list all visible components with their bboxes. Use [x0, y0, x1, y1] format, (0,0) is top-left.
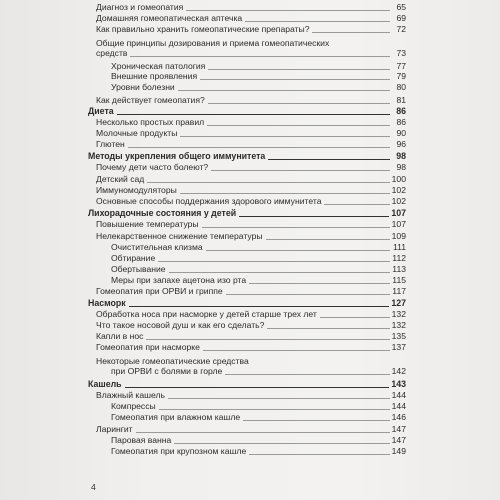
toc-leader-line: [200, 79, 390, 80]
toc-page-number: 117: [392, 286, 406, 296]
toc-entry: [88, 309, 406, 320]
toc-page-number: 147: [391, 424, 406, 434]
toc-page-number: 147: [391, 435, 406, 445]
toc-leader-line: [268, 159, 390, 160]
toc-entry-title: Некоторые гомеопатические средства: [96, 356, 249, 366]
toc-entry-title: Гомеопатия при влажном кашле: [111, 412, 241, 422]
toc-leader-line: [208, 103, 390, 104]
toc-entry-title: Диагноз и гомеопатия: [96, 2, 184, 12]
toc-entry: [88, 2, 406, 13]
toc-entry-title: Насморк: [88, 298, 126, 308]
toc-entry-title: Кашель: [88, 379, 122, 389]
toc-entry: [88, 366, 406, 377]
toc-entry-title: Основные способы поддержания здорового иммунитета: [96, 196, 322, 206]
toc-entry-title: Домашняя гомеопатическая аптечка: [96, 13, 243, 23]
toc-leader-line: [208, 69, 390, 70]
toc-entry-title: Хроническая патология: [111, 61, 206, 71]
toc-page-number: 132: [391, 320, 406, 330]
toc-page-number: 65: [396, 2, 406, 12]
toc-entry: [88, 424, 406, 435]
toc-entry-title: Детский сад: [96, 174, 145, 184]
toc-leader-line: [239, 216, 389, 217]
toc-leader-line: [245, 21, 390, 22]
toc-leader-line: [174, 443, 389, 444]
toc-page-number: 73: [396, 48, 406, 58]
toc-leader-line: [159, 409, 390, 410]
toc-page-number: 100: [391, 174, 406, 184]
toc-leader-line: [225, 374, 389, 375]
toc-leader-line: [206, 250, 390, 251]
toc-leader-line: [147, 182, 389, 183]
toc-entry-title: Паровая ванна: [111, 435, 172, 445]
toc-leader-line: [320, 317, 390, 318]
toc-page-number: 72: [396, 24, 406, 34]
toc-entry: [88, 185, 406, 196]
toc-page-number: 109: [391, 231, 406, 241]
toc-entry-title: Нелекарственное снижение температуры: [96, 231, 263, 241]
toc-page-number: 146: [391, 412, 406, 422]
toc-entry-title: Диета: [88, 106, 114, 116]
toc-entry-title: Как правильно хранить гомеопатические препараты?: [96, 24, 310, 34]
toc-leader-line: [266, 239, 390, 240]
toc-page-number: 112: [392, 253, 406, 263]
toc-chapter: [88, 106, 406, 117]
toc-entry: [88, 320, 406, 331]
page-number: 4: [91, 482, 96, 492]
toc-entry: [88, 128, 406, 139]
toc-entry: [88, 174, 406, 185]
toc-leader-line: [180, 193, 390, 194]
toc-page-number: 102: [391, 196, 406, 206]
toc-entry: [88, 435, 406, 446]
toc-page-number: 90: [396, 128, 406, 138]
toc-entry-title: Что такое носовой душ и как его сделать?: [96, 320, 265, 330]
toc-entry: [88, 342, 406, 353]
toc-page-number: 127: [391, 298, 406, 308]
toc-entry-title: Влажный кашель: [96, 390, 165, 400]
toc-entry: [88, 390, 406, 401]
toc-entry: [88, 242, 406, 253]
toc-page-number: 142: [391, 366, 406, 376]
toc-entry-title: Гомеопатия при насморке: [96, 342, 200, 352]
toc-entry: [88, 48, 406, 59]
toc-entry: [88, 264, 406, 275]
toc-entry-title: Лихорадочные состояния у детей: [88, 208, 237, 218]
toc-entry-title: Общие принципы дозирования и приема гомеопатических: [96, 38, 330, 48]
toc-chapter: [88, 298, 406, 309]
toc-entry-title: Несколько простых правил: [96, 117, 205, 127]
toc-leader-line: [203, 350, 390, 351]
toc-leader-line: [178, 90, 390, 91]
toc-page-number: 132: [391, 309, 406, 319]
toc-leader-line: [136, 432, 390, 433]
toc-entry: [88, 219, 406, 230]
toc-leader-line: [169, 272, 390, 273]
toc-entry: [88, 13, 406, 24]
toc-entry: [88, 401, 406, 412]
toc-page-number: 144: [391, 401, 406, 411]
toc-entry-title: Гомеопатия при ОРВИ и гриппе: [96, 286, 223, 296]
toc-page-number: 107: [391, 219, 406, 229]
toc-leader-line: [117, 114, 390, 115]
toc-page-number: 102: [391, 185, 406, 195]
toc-entry: [88, 275, 406, 286]
toc-page-number: 135: [391, 331, 406, 341]
toc-entry-title: Ларингит: [96, 424, 133, 434]
toc-entry-title: Уровни болезни: [111, 82, 175, 92]
toc-page-number: 107: [391, 208, 406, 218]
toc-leader-line: [243, 420, 390, 421]
toc-page-number: 86: [396, 117, 406, 127]
toc-entry-title: Обертывание: [111, 264, 166, 274]
toc-entry-title: Очистительная клизма: [111, 242, 203, 252]
toc-chapter: [88, 379, 406, 390]
toc-entry-title: Обтирание: [111, 253, 156, 263]
toc-page-number: 113: [392, 264, 406, 274]
toc-entry: [88, 82, 406, 93]
toc-leader-line: [128, 147, 390, 148]
toc-leader-line: [226, 294, 390, 295]
toc-entry: [88, 139, 406, 150]
toc-leader-line: [324, 204, 389, 205]
toc-entry-title: Молочные продукты: [96, 128, 178, 138]
toc-chapter: [88, 208, 406, 219]
toc-entry: [88, 117, 406, 128]
toc-page-number: 80: [396, 82, 406, 92]
toc-page-number: 144: [391, 390, 406, 400]
toc-entry-title: Внешние проявления: [111, 71, 198, 81]
toc-chapter: [88, 151, 406, 162]
toc-entry-title: Повышение температуры: [96, 219, 199, 229]
toc-entry-title: средств: [96, 48, 128, 58]
toc-entry-title: Как действует гомеопатия?: [96, 95, 205, 105]
toc-entry-title: Меры при запахе ацетона изо рта: [111, 275, 247, 285]
toc-page-number: 79: [396, 71, 406, 81]
toc-entry-title: Гомеопатия при крупозном кашле: [111, 446, 247, 456]
toc-page-number: 111: [392, 242, 406, 252]
toc-leader-line: [129, 306, 390, 307]
toc-entry: [88, 286, 406, 297]
toc-page-number: 69: [396, 13, 406, 23]
toc-page-number: 81: [396, 95, 406, 105]
toc-page-number: 96: [396, 139, 406, 149]
toc-page-number: 137: [391, 342, 406, 352]
toc-entry: [88, 24, 406, 35]
toc-leader-line: [146, 339, 389, 340]
toc-entry-title: Капли в нос: [96, 331, 144, 341]
toc-leader-line: [211, 170, 390, 171]
toc-leader-line: [158, 261, 390, 262]
toc-entry-title: Компрессы: [111, 401, 156, 411]
toc-entry: [88, 446, 406, 457]
toc-entry-title: Почему дети часто болеют?: [96, 162, 209, 172]
toc-page-number: 98: [396, 151, 406, 161]
toc-page-number: 115: [392, 275, 406, 285]
toc-entry: [88, 231, 406, 242]
toc-entry: [88, 196, 406, 207]
toc-leader-line: [186, 10, 390, 11]
toc-entry-title: Иммуномодуляторы: [96, 185, 177, 195]
toc-entry: [88, 253, 406, 264]
toc-entry: [88, 71, 406, 82]
toc-leader-line: [202, 227, 390, 228]
toc-leader-line: [207, 125, 390, 126]
toc-entry: [88, 95, 406, 106]
toc-page-number: 98: [396, 162, 406, 172]
toc-leader-line: [180, 136, 390, 137]
toc-page-number: 143: [391, 379, 406, 389]
toc-leader-line: [249, 283, 390, 284]
toc-entry-title: Обработка носа при насморке у детей старше трех лет: [96, 309, 317, 319]
toc-page-number: 149: [391, 446, 406, 456]
toc-leader-line: [125, 387, 390, 388]
toc-entry: [88, 412, 406, 423]
toc-entry-title: Методы укрепления общего иммунитета: [88, 151, 266, 161]
toc-leader-line: [312, 32, 390, 33]
toc-leader-line: [130, 56, 390, 57]
toc-leader-line: [168, 398, 390, 399]
toc-entry-title: Глютен: [96, 139, 125, 149]
toc-entry: [88, 331, 406, 342]
toc-page-number: 86: [396, 106, 406, 116]
toc-entry-title: при ОРВИ с болями в горле: [111, 366, 223, 376]
toc-leader-line: [249, 454, 389, 455]
toc-entry: [88, 162, 406, 173]
toc-page-number: 77: [396, 61, 406, 71]
toc-leader-line: [267, 328, 389, 329]
